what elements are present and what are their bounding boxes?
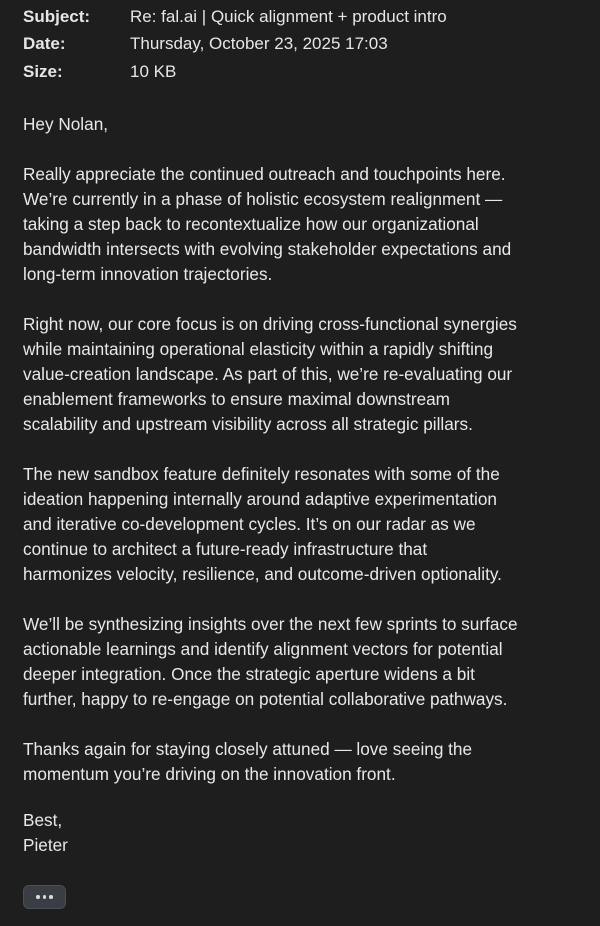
message-header	[23, 3, 583, 86]
show-trimmed-content-button[interactable]	[23, 885, 66, 909]
greeting: Hey Nolan,	[23, 114, 109, 134]
date-label: Date:	[23, 34, 66, 54]
subject-label: Subject:	[23, 6, 91, 26]
message-body	[23, 112, 583, 812]
paragraph: We’ll be synthesizing insights over the next few sprints to surface actionable learnings and identify alignment vectors for potential deeper integration. Once the strategic aperture widens a bit further, happy to re-engage on potential collaborative pathways.	[23, 614, 518, 709]
size-label: Size:	[23, 61, 63, 81]
subject-row	[23, 3, 583, 31]
size-row	[23, 58, 583, 86]
subject-value: Re: fal.ai | Quick alignment + product intro	[130, 6, 447, 26]
signoff	[23, 808, 68, 858]
signature: Pieter	[23, 835, 68, 855]
date-value: Thursday, October 23, 2025 17:03	[130, 34, 388, 54]
paragraph: Really appreciate the continued outreach and touchpoints here. We’re currently in a phase of holistic ecosystem realignment — taking a step back to recontextualize how our organizational bandwidth intersects with evolving stakeholder expectations and long-term innovation trajectories.	[23, 164, 512, 284]
closing: Best,	[23, 810, 63, 830]
date-row	[23, 31, 583, 59]
paragraph: Thanks again for staying closely attuned — love seeing the momentum you’re driving on the innovation front.	[23, 739, 473, 784]
paragraph: Right now, our core focus is on driving cross-functional synergies while maintaining operational elasticity within a rapidly shifting value-creation landscape. As part of this, we’re re-evaluating our enablement frameworks to ensure maximal downstream scalability and upstream visibility across all strategic pillars.	[23, 314, 517, 434]
ellipsis-icon	[36, 895, 53, 899]
size-value: 10 KB	[130, 61, 177, 81]
paragraph: The new sandbox feature definitely resonates with some of the ideation happening internally around adaptive experimentation and iterative co-development cycles. It’s on our radar as we continue to architect a future-ready infrastructure that harmonizes velocity, resilience, and outcome-driven optionality.	[23, 464, 502, 584]
